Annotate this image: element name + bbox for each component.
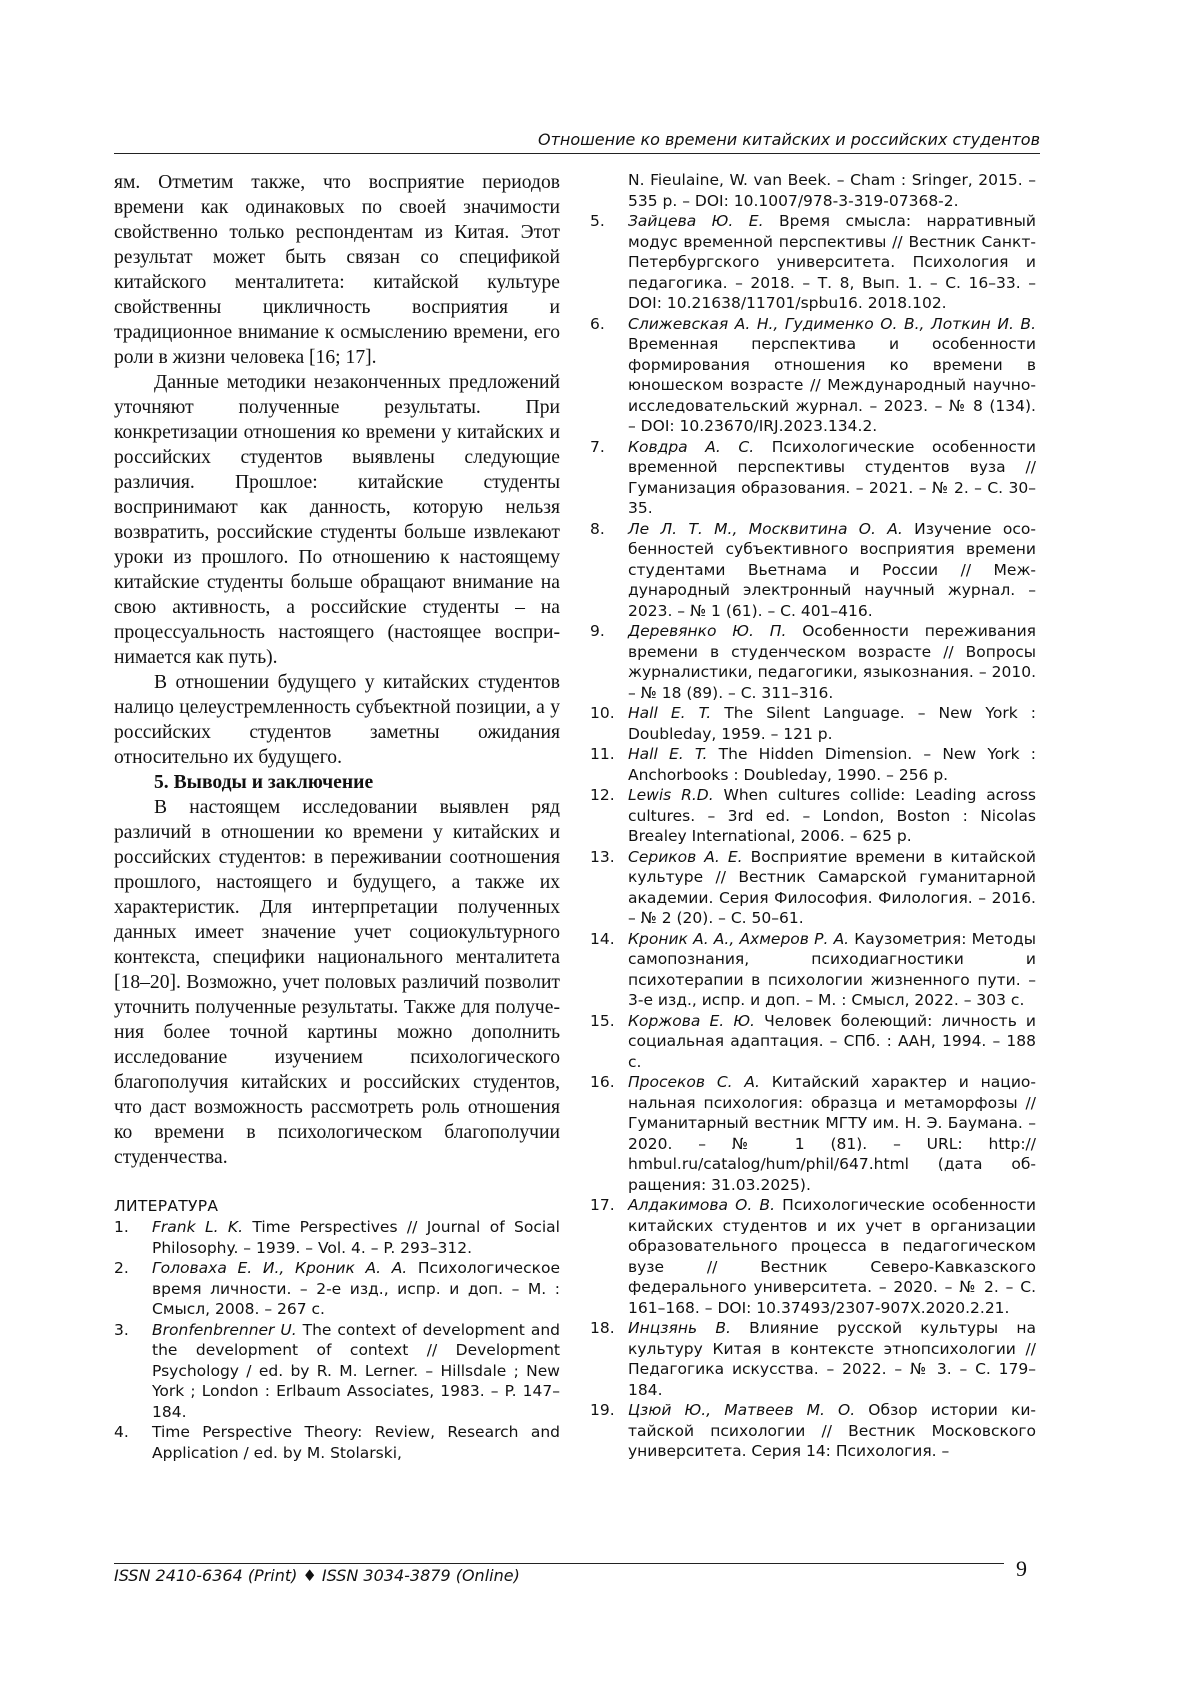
reference-text: Восприятие времени в китайской культуре // Вестник Самарской гуманитарной академии. Серия Философия. Филология. – 2016. – № 2 (20). – С. 50–61. [628, 847, 1037, 927]
reference-item [590, 744, 1036, 785]
reference-text: Обзор истории китайской психологии // Вестник Московского университета. Серия 14: Психология. – [628, 1401, 1036, 1460]
body-paragraph: В отношении будущего у китайских студентов налицо целеустремленность субъектной позиции, а у российских студентов заметны ожидания относительно их будущего. [114, 672, 560, 768]
references-heading: ЛИТЕРАТУРА [114, 1197, 219, 1215]
footer-issn: ISSN 2410-6364 (Print) ♦ ISSN 3034-3879 (Online) [114, 1566, 520, 1585]
reference-author: Зайцева Ю. Е. [628, 212, 764, 230]
reference-item [590, 703, 1036, 744]
section-title: 5. Выводы и заключение [154, 772, 374, 793]
reference-number: 6. [590, 314, 605, 333]
reference-item [114, 1320, 560, 1423]
reference-item [114, 1258, 560, 1320]
reference-text: Каузометрия: Методы самопознания, психодиагностики и психотерапии в психологии жизненного пути. – 3-е изд., испр. и доп. – М. : Смысл, 2022. – 303 с. [628, 929, 1036, 1009]
reference-text: Время смысла: нарративный модус временной перспективы // Вестник Санкт-Петербургского университета. Психология и педагогика. – 2018. – Т. 8, Вып. 1. – С. 16–33. – DOI: 10.21638/11701/spbu16. 2018.102. [628, 212, 1036, 312]
reference-number: 18. [590, 1319, 615, 1337]
reference-author: Головаха Е. И., Кроник А. А. [152, 1259, 408, 1277]
reference-number: 1. [114, 1218, 129, 1236]
reference-text: When cultures collide: Leading across cultures. – 3rd ed. – London, Boston : Nicolas Brealey International, 2006. – 625 p. [628, 786, 1036, 845]
right-column [590, 170, 1036, 1462]
reference-author: Ле Л. Т. М., Москвитина О. А. [628, 519, 903, 538]
reference-author: Цзюй Ю., Матвеев М. О. [628, 1401, 856, 1419]
reference-number: 17. [590, 1196, 615, 1214]
reference-item [590, 437, 1036, 519]
reference-number: 14. [590, 929, 615, 948]
reference-text: Психологические особенности китайских студентов и их учет в организации образовательного процесса в педагогическом вузе // Вестник Северо-Кавказского федерального университета. – 2020. – № 2. – С. 161–168. – DOI: 10.37493/2307-907X.2020.2.21. [628, 1196, 1036, 1317]
reference-author: Деревянко Ю. П. [628, 622, 787, 640]
body-paragraph: ям. Отметим также, что восприятие периодов времени как одинаковых по своей значимости свойственно только респондентам из Китая. Этот результат может быть связан со спецификой китайского менталитета: китайской культуре свойственны цикличность восприятия и традиционное внимание к осмыслению времени, его роли в жизни человека [16; 17]. [114, 172, 560, 368]
reference-number: 5. [590, 212, 605, 230]
reference-number: 9. [590, 622, 605, 640]
reference-text: Time Perspectives // Journal of Social Philosophy. – 1939. – Vol. 4. – P. 293–312. [152, 1218, 560, 1257]
reference-text: Человек болеющий: личность и социальная адаптация. – СПб. : ААН, 1994. – 188 с. [628, 1011, 1036, 1071]
reference-item [590, 314, 1036, 437]
reference-number: 16. [590, 1073, 615, 1091]
running-title: Отношение ко времени китайских и российских студентов [114, 130, 1040, 154]
reference-author: Lewis R.D. [628, 786, 714, 804]
reference-author: Коржова Е. Ю. [628, 1011, 755, 1030]
reference-item [114, 1422, 560, 1463]
reference-number: 11. [590, 745, 615, 763]
reference-item [590, 1011, 1036, 1073]
reference-item [590, 621, 1036, 703]
reference-number: 3. [114, 1320, 129, 1339]
reference-item [590, 211, 1036, 314]
reference-text: Психологические особенности временной перспективы студентов вуза // Гуманизация образования. – 2021. – № 2. – С. 30–35. [628, 437, 1037, 517]
reference-item [114, 1217, 560, 1258]
body-paragraph: Данные методики незаконченных предложений уточняют полученные результаты. При конкретизации отношения ко времени у китайских и российских студентов выявлены следующие различия. Прошлое: китайские студенты воспринимают как данность, которую нельзя возвратить, российские студенты больше извлекают уроки из прошлого. По отношению к настоящему китайские студенты больше обращают внимание на свою активность, а российские студенты – на процессуальность настоящего (настоящее воспринимается как путь). [114, 372, 560, 668]
reference-author: Hall E. T. [628, 745, 708, 763]
reference-author: Hall E. T. [628, 704, 712, 722]
reference-author: Bronfenbrenner U. [152, 1320, 297, 1339]
reference-number: 7. [590, 437, 605, 456]
reference-text: The context of development and the development of context // Development Psychology / ed. by R. M. Lerner. – Hillsdale ; New York ; London : Erlbaum Associates, 1983. – P. 147–184. [152, 1320, 560, 1421]
left-column [114, 170, 560, 1463]
reference-text: Time Perspective Theory: Review, Research and Application / ed. by M. Stolarski, [152, 1423, 560, 1462]
reference-list [590, 211, 1036, 1462]
reference-text: Изучение особенностей субъективного восприятия времени студентами Вьетнама и России // Международный электронный научный журнал. – 2023. – № 1 (61). – С. 401–416. [628, 519, 1036, 620]
reference-item [590, 1072, 1036, 1195]
reference-number: 10. [590, 704, 615, 722]
reference-author: Инцзянь В. [628, 1319, 731, 1337]
reference-text: The Silent Language. – New York : Doubleday, 1959. – 121 p. [628, 704, 1036, 743]
conclusion-paragraph: В настоящем исследовании выявлен ряд различий в отношении ко времени у китайских и российских студентов: в переживании соотношения прошлого, настоящего и будущего, а также их характеристик. Для интерпретации полученных данных имеет значение учет социокультурного контекста, специфики национального менталитета [18–20]. Возможно, учет половых различий позволит уточнить полученные результаты. Также для получения более точной картины можно дополнить исследование изучением психологического благополучия китайских и российских студентов, что даст возможность рассмотреть роль отношения ко времени в психологическом благополучии студенчества. [114, 797, 560, 1168]
reference-number: 8. [590, 519, 605, 538]
reference-item [590, 1400, 1036, 1462]
reference-author: Frank L. K. [152, 1218, 243, 1236]
reference-number: 12. [590, 786, 615, 804]
footer-divider [114, 1563, 1004, 1564]
reference-text: Особенности переживания времени в студенческом возрасте // Вопросы журналистики, педагогики, языкознания. – 2010. – № 18 (89). – С. 311–316. [628, 622, 1036, 702]
reference-text: Влияние русской культуры на культуру Китая в контексте этнопсихологии // Педагогика искусства. – 2022. – № 3. – С. 179–184. [628, 1319, 1036, 1399]
reference-author: Ковдра А. С. [628, 437, 755, 456]
reference-text: Временная перспектива и особенности формирования отношения ко времени в юношеском возрасте // Международный научно-исследовательский журнал. – 2023. – № 8 (134). – DOI: 10.23670/IRJ.2023.134.2. [628, 335, 1036, 435]
reference-item [590, 1195, 1036, 1318]
reference-item [590, 519, 1036, 622]
reference-author: Кроник А. А., Ахмеров Р. А. [628, 929, 850, 948]
reference-number: 2. [114, 1259, 129, 1277]
reference-number: 13. [590, 847, 615, 866]
reference-author: Сериков А. Е. [628, 847, 743, 866]
reference-number: 4. [114, 1423, 129, 1441]
reference-author: Алдакимова О. В. [628, 1196, 775, 1214]
reference-item [590, 929, 1036, 1011]
reference-number: 15. [590, 1011, 615, 1030]
page-number: 9 [1016, 1556, 1027, 1581]
reference-item [590, 847, 1036, 929]
reference-text: Психологическое время личности. – 2-е изд., испр. и доп. – М. : Смысл, 2008. – 267 с. [152, 1259, 561, 1318]
reference-text: The Hidden Dimension. – New York : Anchorbooks : Doubleday, 1990. – 256 p. [628, 745, 1037, 784]
reference-number: 19. [590, 1401, 615, 1419]
reference-text: Китайский характер и национальная психология: образца и метаморфозы // Гуманитарный вестник МГТУ им. Н. Э. Баумана. – 2020. – № 1 (81). – URL: http:// hmbul.ru/catalog/hum/phil/647.html (дата обращения: 31.03.2025). [628, 1073, 1036, 1194]
reference-author: Слижевская А. Н., Гудименко О. В., Лоткин И. В. [628, 314, 1036, 333]
reference-item [590, 785, 1036, 847]
reference-item [590, 1318, 1036, 1400]
reference-author: Просеков С. А. [628, 1073, 760, 1091]
reference-continuation: N. Fieulaine, W. van Beek. – Cham : Sringer, 2015. – 535 p. – DOI: 10.1007/978-3-319-07368-2. [628, 171, 1036, 210]
